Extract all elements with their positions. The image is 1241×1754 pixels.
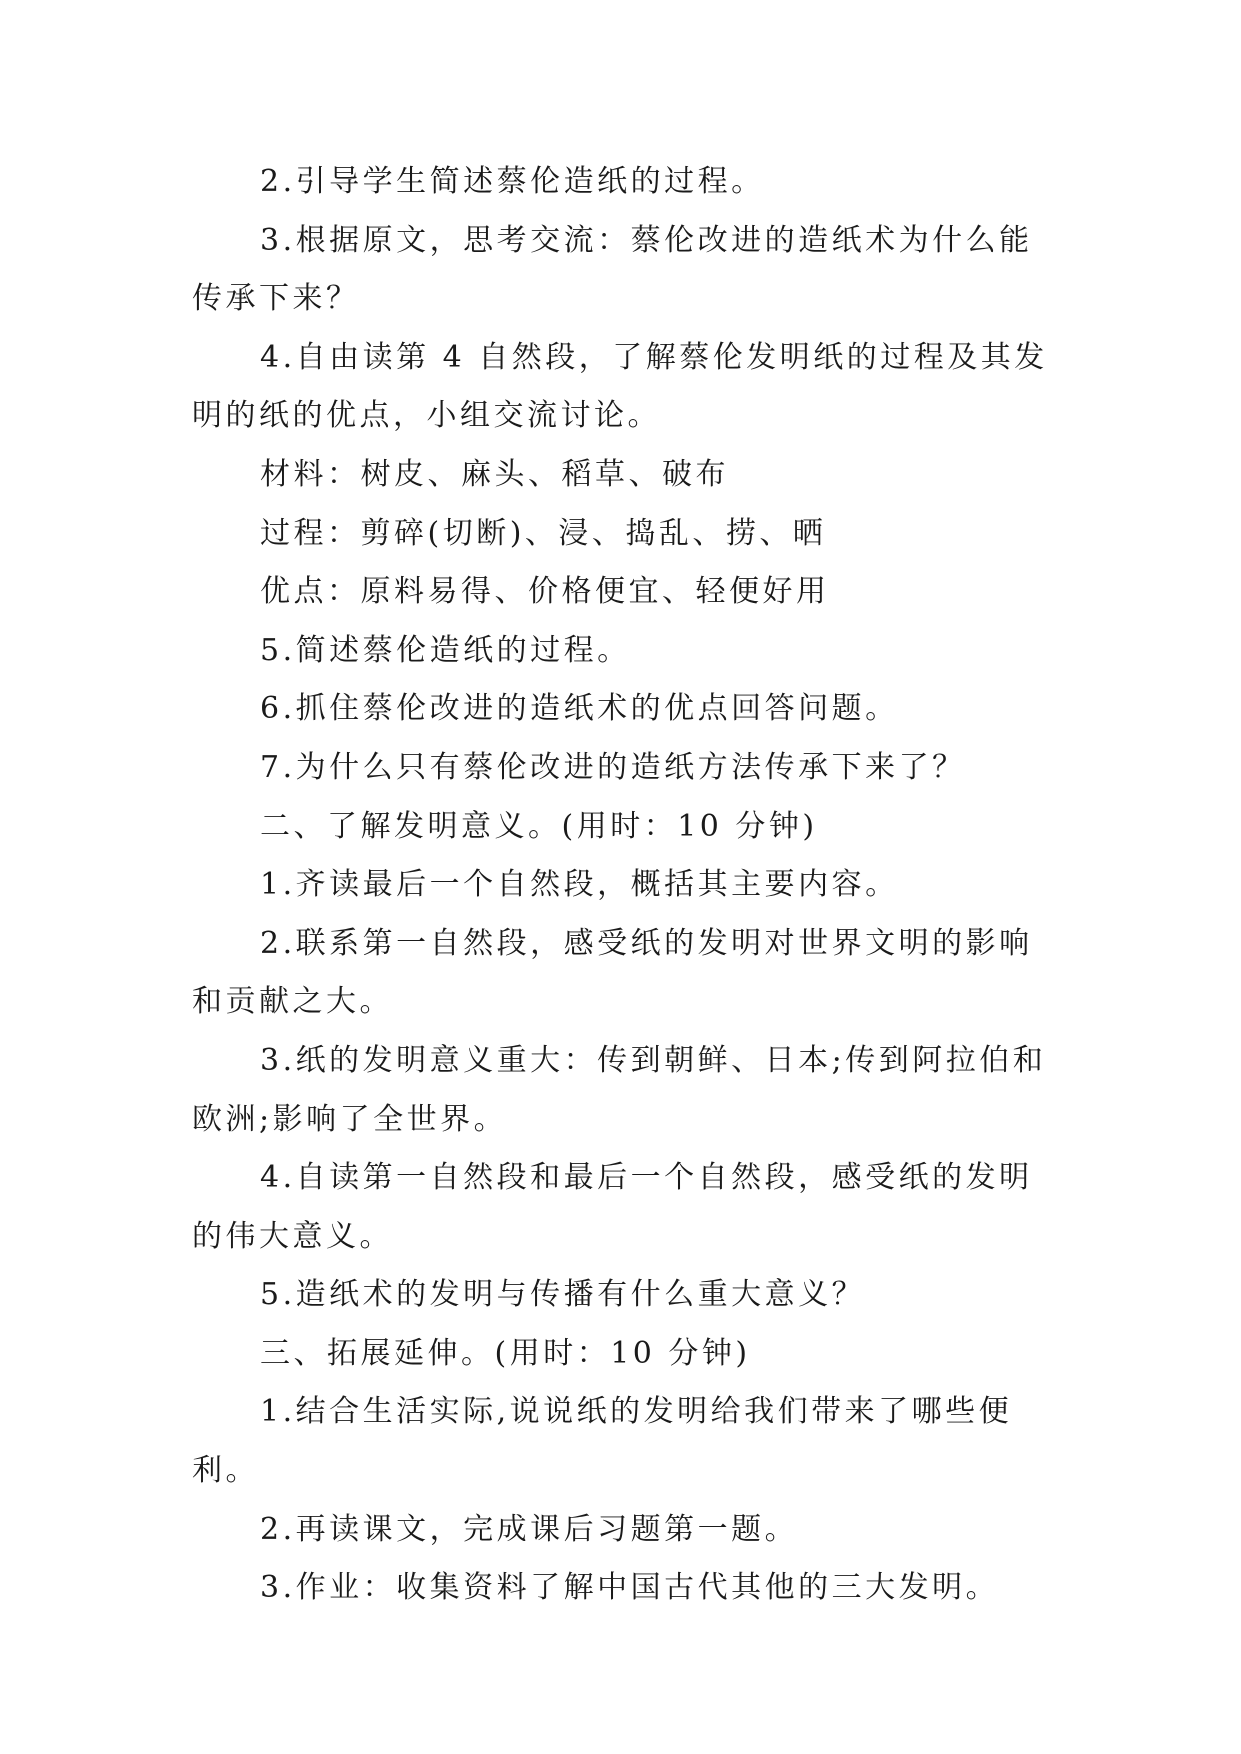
- paragraph-ext-3: 3.作业：收集资料了解中国古代其他的三大发明。: [260, 1570, 1000, 1606]
- paragraph-sig-2: 2.联系第一自然段，感受纸的发明对世界文明的影响和贡献之大。: [192, 925, 1033, 1020]
- paragraph-advantages: 优点：原料易得、价格便宜、轻便好用: [260, 574, 830, 610]
- paragraph-process: 过程：剪碎(切断)、浸、捣乱、捞、晒: [260, 515, 827, 551]
- section-heading-significance: 二、了解发明意义。(用时：10 分钟): [260, 808, 818, 844]
- paragraph-ext-2: 2.再读课文，完成课后习题第一题。: [260, 1511, 799, 1547]
- paragraph-ext-1: 1.结合生活实际,说说纸的发明给我们带来了哪些便利。: [192, 1394, 1013, 1489]
- document-body: [192, 153, 1064, 1618]
- paragraph-step-3-discussion: 3.根据原文，思考交流：蔡伦改进的造纸术为什么能传承下来？: [192, 222, 1033, 317]
- paragraph-sig-3: 3.纸的发明意义重大：传到朝鲜、日本;传到阿拉伯和欧洲;影响了全世界。: [192, 1042, 1047, 1137]
- paragraph-step-2-describe-process: 2.引导学生简述蔡伦造纸的过程。: [260, 164, 765, 199]
- paragraph-step-4-free-reading: 4.自由读第 4 自然段，了解蔡伦发明纸的过程及其发明的纸的优点，小组交流讨论。: [192, 339, 1048, 434]
- paragraph-sig-4: 4.自读第一自然段和最后一个自然段，感受纸的发明的伟大意义。: [192, 1160, 1033, 1254]
- paragraph-step-5-summary: 5.简述蔡伦造纸的过程。: [260, 632, 631, 668]
- section-heading-extension: 三、拓展延伸。(用时：10 分钟): [260, 1335, 751, 1371]
- paragraph-materials: 材料：树皮、麻头、稻草、破布: [260, 456, 729, 492]
- paragraph-sig-5: 5.造纸术的发明与传播有什么重大意义？: [260, 1277, 866, 1313]
- paragraph-step-6-answer: 6.抓住蔡伦改进的造纸术的优点回答问题。: [260, 691, 899, 727]
- paragraph-sig-1: 1.齐读最后一个自然段，概括其主要内容。: [260, 867, 899, 903]
- paragraph-step-7-question: 7.为什么只有蔡伦改进的造纸方法传承下来了？: [260, 749, 966, 785]
